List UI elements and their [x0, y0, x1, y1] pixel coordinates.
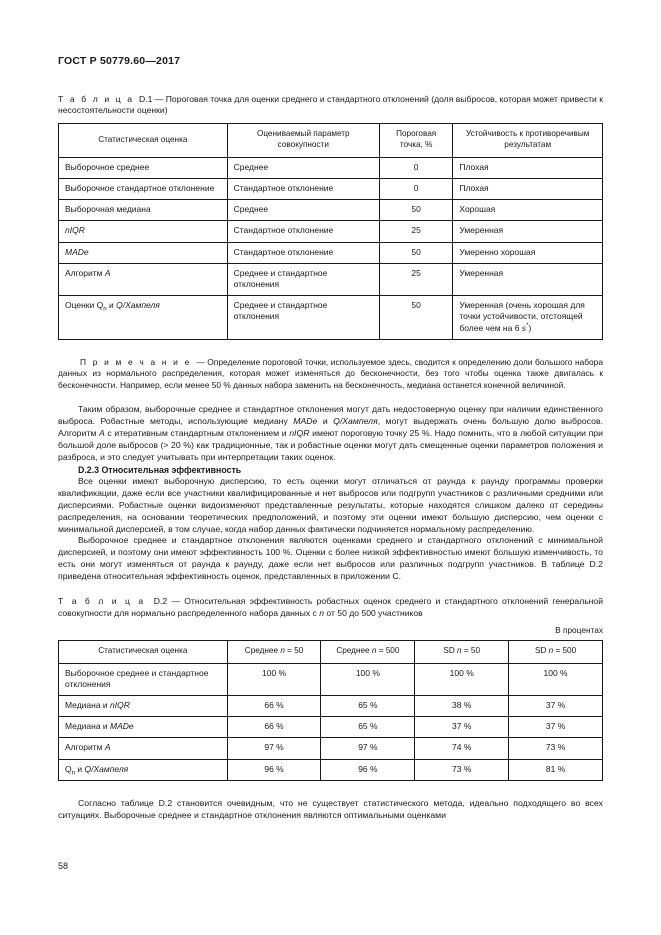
standard-header: ГОСТ Р 50779.60—2017 — [58, 55, 181, 67]
cell-sd-50: 73 % — [415, 759, 509, 780]
table-d1-caption-label: Т а б л и ц а — [58, 93, 135, 104]
cell-mean-500: 97 % — [321, 738, 415, 759]
cell-estimator: nIQR — [59, 221, 228, 242]
cell-mean-50: 66 % — [227, 696, 321, 717]
table-row — [59, 663, 603, 695]
table-d2-col-mean-500: Среднее n = 500 — [321, 640, 415, 663]
cell-parameter: Среднее — [227, 157, 379, 178]
table-d2-col-mean-50: Среднее n = 50 — [227, 640, 321, 663]
paragraph-3: Выборочное среднее и стандартное отклонения являются оценками среднего и стандартного отклонений с минимальной дисперсией, и поэтому они имеют эффективность 100 %. Оценки с более низкой эффективностью имеют большую изменчивость, то есть они могут изменяться от раунда к раунду, даже если нет выбросов или различных подгрупп участников. В таблице D.2 приведена относительная эффективность оценок, представленных в приложении C. — [58, 535, 603, 582]
table-d2 — [58, 640, 603, 781]
cell-estimator: Выборочная медиана — [59, 200, 228, 221]
table-d1-header-row — [59, 124, 603, 157]
table-d1-col-estimator: Статистическая оценка — [59, 124, 228, 157]
cell-parameter: Стандартное отклонение — [227, 242, 379, 263]
cell-sd-500: 81 % — [509, 759, 603, 780]
paragraph-2: Все оценки имеют выборочную дисперсию, то есть оценки могут отличаться от раунда к раунду программы проверки квалификации, даже если все участники квалифицированные и нет выбросов или подгрупп участников с различными средними или дисперсиями. Робастные оценки видоизменяют представленные результаты, которые находятся слишком далеко от середины распределения, на основании теоретических предположений, и поэтому эти оценки имеют большую дисперсию, чем оценки с минимальной дисперсией, в том случае, когда набор данных фактически подчиняется нормальному распределению. — [58, 475, 603, 534]
cell-breakdown: 0 — [379, 178, 452, 199]
cell-robustness: Плохая — [453, 157, 603, 178]
cell-estimator: Выборочное среднее — [59, 157, 228, 178]
table-d2-units-note: В процентах — [555, 624, 603, 635]
cell-parameter: Стандартное отклонение — [227, 221, 379, 242]
cell-estimator: Оценки $Q_n$ и Q/Хампеля — [59, 296, 228, 340]
subheading-d23: D.2.3 Относительная эффективность — [78, 464, 242, 475]
table-d2-caption — [58, 596, 603, 619]
cell-breakdown: 25 — [379, 263, 452, 295]
cell-parameter: Среднее и стандартное отклонения — [227, 263, 379, 295]
cell-estimator: Выборочное среднее и стандартное отклонения — [59, 663, 228, 695]
cell-sd-500: 73 % — [509, 738, 603, 759]
note-text: Определение пороговой точки, используемое здесь, сводится к определению доли большого набора данных из нормального распределения, которая может изменяться до бесконечности, без того чтобы оценка также двигалась к бесконечности. Например, если менее 50 % данных набора заменить на бесконечность, медиана останется конечной величиной. — [58, 356, 603, 390]
cell-sd-500: 37 % — [509, 717, 603, 738]
table-d2-col-estimator: Статистическая оценка — [59, 640, 228, 663]
table-row — [59, 759, 603, 780]
cell-estimator: MADe — [59, 242, 228, 263]
page-number: 58 — [58, 861, 69, 871]
cell-estimator: Медиана и nIQR — [59, 696, 228, 717]
table-row — [59, 200, 603, 221]
cell-sd-50: 74 % — [415, 738, 509, 759]
cell-robustness: Плохая — [453, 178, 603, 199]
cell-robustness: Умеренная (очень хорошая для точки устойчивости, отстоящей более чем на 6 s*) — [453, 296, 603, 340]
table-d2-col-sd-50: SD n = 50 — [415, 640, 509, 663]
cell-sd-500: 37 % — [509, 696, 603, 717]
table-d1-caption-number: D.1 — [138, 93, 153, 104]
cell-estimator: Выборочное стандартное отклонение — [59, 178, 228, 199]
cell-robustness: Хорошая — [453, 200, 603, 221]
cell-sd-50: 38 % — [415, 696, 509, 717]
paragraph-4: Согласно таблице D.2 становится очевидным, что не существует статистического метода, идеально подходящего во всех ситуациях. Выборочные среднее и стандартное отклонения являются оптимальными оценками — [58, 797, 603, 820]
cell-estimator: Алгоритм A — [59, 263, 228, 295]
cell-mean-50: 96 % — [227, 759, 321, 780]
table-row — [59, 738, 603, 759]
cell-mean-50: 100 % — [227, 663, 321, 695]
table-d1-body — [59, 157, 603, 339]
table-row — [59, 221, 603, 242]
cell-mean-500: 65 % — [321, 717, 415, 738]
table-d1-caption-text: — Пороговая точка для оценки среднего и стандартного отклонений (доля выбросов, которая может привести к несостоятельности оценки) — [58, 93, 604, 115]
table-d1-col-breakdown: Пороговая точка, % — [379, 124, 452, 157]
cell-robustness: Умеренная — [453, 263, 603, 295]
table-d2-col-sd-500: SD n = 500 — [509, 640, 603, 663]
cell-parameter: Стандартное отклонение — [227, 178, 379, 199]
table-row — [59, 696, 603, 717]
table-d1-col-parameter: Оцениваемый параметр совокупности — [227, 124, 379, 157]
cell-breakdown: 0 — [379, 157, 452, 178]
cell-mean-50: 66 % — [227, 717, 321, 738]
cell-robustness: Умеренно хорошая — [453, 242, 603, 263]
table-d2-body — [59, 663, 603, 780]
cell-sd-50: 100 % — [415, 663, 509, 695]
table-row — [59, 178, 603, 199]
cell-sd-50: 37 % — [415, 717, 509, 738]
cell-robustness: Умеренная — [453, 221, 603, 242]
table-d2-caption-number: D.2 — [153, 596, 168, 607]
table-d1 — [58, 123, 603, 340]
cell-sd-500: 100 % — [509, 663, 603, 695]
table-d1-caption — [58, 94, 603, 117]
cell-estimator: Алгоритм A — [59, 738, 228, 759]
cell-parameter: Среднее — [227, 200, 379, 221]
cell-breakdown: 50 — [379, 242, 452, 263]
cell-mean-50: 97 % — [227, 738, 321, 759]
table-row — [59, 263, 603, 295]
table-d2-header-row — [59, 640, 603, 663]
note-label: П р и м е ч а н и е — [80, 356, 192, 367]
cell-parameter: Среднее и стандартное отклонения — [227, 296, 379, 340]
cell-mean-500: 96 % — [321, 759, 415, 780]
table-row — [59, 242, 603, 263]
cell-estimator: $Q_n$ и Q/Хампеля — [59, 759, 228, 780]
cell-breakdown: 50 — [379, 296, 452, 340]
table-row — [59, 157, 603, 178]
paragraph-1: Таким образом, выборочные среднее и стандартное отклонения могут дать недостоверную оценку при наличии единственного выброса. Робастные методы, использующие медиану MADe и Q/Хампеля, могут выдержать очень большую долю выбросов. Алгоритм A с итеративным стандартным отклонением и nIQR имеют пороговую точку 25 %. Надо помнить, что в любой ситуации при большой доле выбросов (> 20 %) как традиционные, так и робастные оценки могут дать смещенные оценки параметров положения и разброса, и это следует учитывать при интерпретации таких оценок. — [58, 403, 603, 462]
cell-breakdown: 25 — [379, 221, 452, 242]
cell-estimator: Медиана и MADe — [59, 717, 228, 738]
table-row — [59, 717, 603, 738]
table-d2-caption-text: — Относительная эффективность робастных оценок среднего и стандартного отклонений генеральной совокупности для нормально распределенного набора данных с n от 50 до 500 участников — [58, 596, 604, 618]
table-d1-note — [58, 357, 603, 391]
page-content — [58, 56, 603, 822]
table-d2-caption-label: Т а б л и ц а — [58, 596, 146, 607]
cell-breakdown: 50 — [379, 200, 452, 221]
cell-mean-500: 100 % — [321, 663, 415, 695]
table-d1-col-robustness: Устойчивость к противоречивым результатам — [453, 124, 603, 157]
cell-mean-500: 65 % — [321, 696, 415, 717]
note-dash: — — [196, 356, 205, 367]
table-row — [59, 296, 603, 340]
